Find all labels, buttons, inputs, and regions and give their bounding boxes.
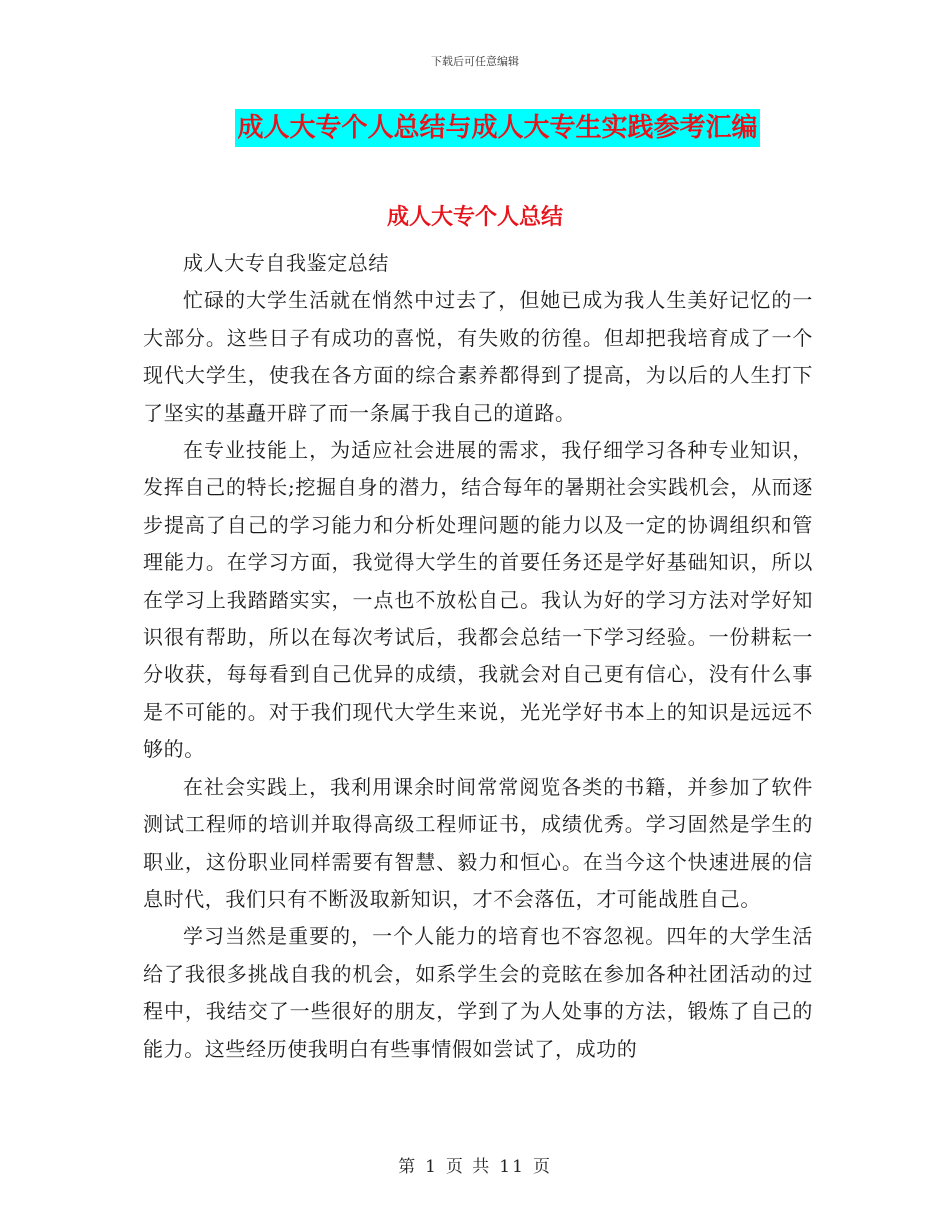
document-body [143,245,813,1068]
page-footer [0,1152,950,1177]
page-label-middle: 页 共 [445,1157,492,1177]
paragraph: 在社会实践上，我利用课余时间常常阅览各类的书籍，并参加了软件测试工程师的培训并取得高级工程师证书，成绩优秀。学习固然是学生的职业，这份职业同样需要有智慧、毅力和恒心。在当今这个快速进展的信息时代，我们只有不断汲取新知识，才不会落伍，才可能战胜自己。 [143,774,813,911]
page-number: 1 [425,1157,438,1177]
total-pages: 11 [499,1157,525,1177]
page-label-prefix: 第 [398,1157,418,1177]
paragraph: 在专业技能上，为适应社会进展的需求，我仔细学习各种专业知识，发挥自己的特长;挖掘自身的潜力，结合每年的暑期社会实践机会，从而逐步提高了自己的学习能力和分析处理问题的能力以及一定的协调组织和管理能力。在学习方面，我觉得大学生的首要任务还是学好基础知识，所以在学习上我踏踏实实，一点也不放松自己。我认为好的学习方法对学好知识很有帮助，所以在每次考试后，我都会总结一下学习经验。一份耕耘一分收获，每每看到自己优异的成绩，我就会对自己更有信心，没有什么事是不可能的。对于我们现代大学生来说，光光学好书本上的知识是远远不够的。 [143,438,813,762]
document-title [0,109,950,147]
page-label-suffix: 页 [532,1157,552,1177]
document-title-text: 成人大专个人总结与成人大专生实践参考汇编 [235,109,759,147]
paragraph: 成人大专自我鉴定总结 [183,251,389,275]
paragraph: 忙碌的大学生活就在悄然中过去了，但她已成为我人生美好记忆的一大部分。这些日子有成功的喜悦，有失败的彷徨。但却把我培育成了一个现代大学生，使我在各方面的综合素养都得到了提高，为以后的人生打下了坚实的基矗开辟了而一条属于我自己的道路。 [143,288,813,425]
section-title: 成人大专个人总结 [386,205,563,230]
header-note: 下载后可任意编辑 [431,55,519,68]
paragraph: 学习当然是重要的，一个人能力的培育也不容忽视。四年的大学生活给了我很多挑战自我的机会，如系学生会的竞眩在参加各种社团活动的过程中，我结交了一些很好的朋友，学到了为人处事的方法，锻炼了自己的能力。这些经历使我明白有些事情假如尝试了，成功的 [143,924,813,1061]
